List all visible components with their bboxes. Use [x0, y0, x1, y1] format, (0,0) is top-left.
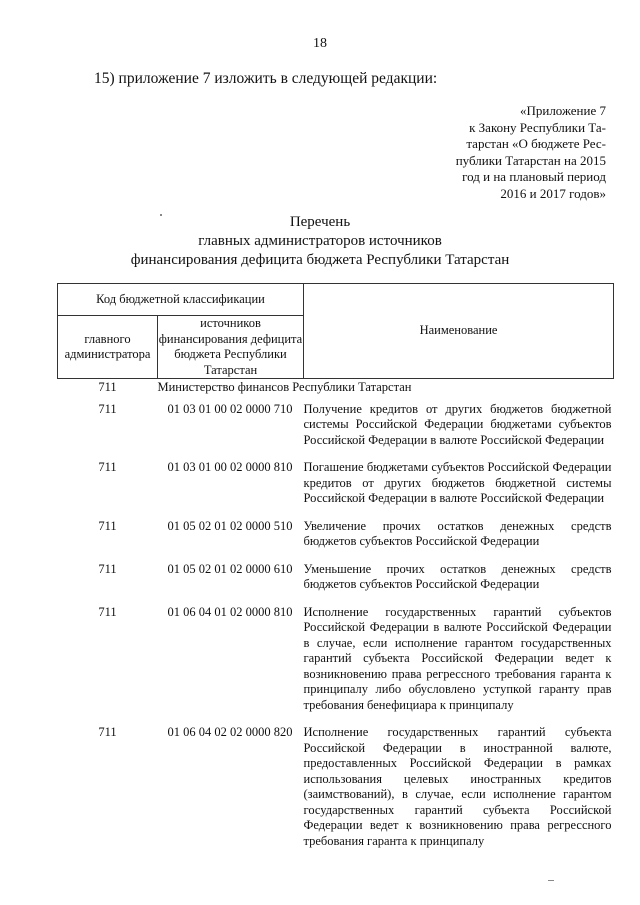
amendment-intro: 15) приложение 7 изложить в следующей редакции: [94, 70, 438, 87]
title-line: Перечень [289, 214, 351, 230]
table-row [58, 562, 614, 605]
administrators-table [57, 283, 614, 861]
source-name: Погашение бюджетами субъектов Российской Федерации кредитов от других бюджетов бюджетной системы Российской Федерации в валюте Российской Федерации [303, 460, 612, 505]
header-name: Наименование [304, 284, 614, 379]
admin-code: 711 [98, 460, 117, 474]
annex-line: к Закону Республики Та- [469, 119, 606, 135]
scan-speck [160, 214, 162, 216]
source-code: 01 05 02 01 02 0000 610 [167, 561, 293, 576]
source-code: 01 03 01 00 02 0000 710 [167, 401, 293, 416]
table-row [58, 725, 614, 861]
source-name: Получение кредитов от других бюджетов бюджетной системы Российской Федерации бюджетами субъектов Российской Федерации в валюте Российской Федерации [303, 401, 612, 447]
admin-code: 711 [98, 561, 117, 576]
source-code: 01 06 04 02 02 0000 820 [167, 725, 293, 739]
ministry-name: Министерство финансов Республики Татарстан [157, 380, 412, 394]
source-name: Уменьшение прочих остатков денежных средств бюджетов субъектов Российской Федерации [303, 561, 612, 591]
annex-line: публики Татарстан на 2015 [455, 152, 606, 168]
table-row [58, 519, 614, 562]
page-number: 18 [313, 36, 327, 51]
source-code: 01 05 02 01 02 0000 510 [167, 518, 293, 533]
annex-line: 2016 и 2017 годов» [500, 185, 606, 201]
annex-line: год и на плановый период [462, 169, 606, 185]
table-row [58, 460, 614, 519]
annex-line: «Приложение 7 [519, 103, 606, 118]
source-name: Увеличение прочих остатков денежных средств бюджетов субъектов Российской Федерации [303, 518, 612, 548]
source-name: Исполнение государственных гарантий субъекта Российской Федерации в иностранной валюте, предоставленных Российской Федерации в рамках использования целевых иностранных кредитов (заимствований), в случае, если исполнение гарантом государственных гарантий субъекта Российской Федерации ведет к возникновению права регрессного требования гаранта к принципалу [303, 725, 612, 848]
annex-reference [406, 103, 606, 203]
title-line: финансирования дефицита бюджета Республики Татарстан [130, 252, 510, 268]
admin-code: 711 [98, 725, 117, 739]
table-row-ministry [58, 379, 614, 402]
header-source: источников финансирования дефицита бюджета Республики Татарстан [158, 316, 303, 377]
admin-code: 711 [98, 380, 117, 394]
admin-code: 711 [98, 604, 117, 619]
admin-code: 711 [98, 518, 117, 533]
source-code: 01 06 04 01 02 0000 810 [167, 604, 293, 619]
header-code-group: Код бюджетной классификации [58, 284, 304, 316]
table-row [58, 605, 614, 726]
admin-code: 711 [98, 401, 117, 416]
annex-line: тарстан «О бюджете Рес- [466, 136, 606, 152]
scan-speck [548, 880, 554, 881]
header-admin: главного администратора [58, 316, 158, 379]
table-row [58, 402, 614, 461]
title-line: главных администраторов источников [198, 233, 442, 249]
source-code: 01 03 01 00 02 0000 810 [167, 460, 293, 474]
document-title [0, 213, 640, 270]
source-name: Исполнение государственных гарантий субъектов Российской Федерации в валюте Российской Федерации в случае, если исполнение гарантом государственных гарантий субъекта Российской Федерации ведет к возникновению права регрессного требования гаранта к принципалу либо обусловлено уступкой гаранту прав требования бенефициара к принципалу [303, 604, 612, 712]
